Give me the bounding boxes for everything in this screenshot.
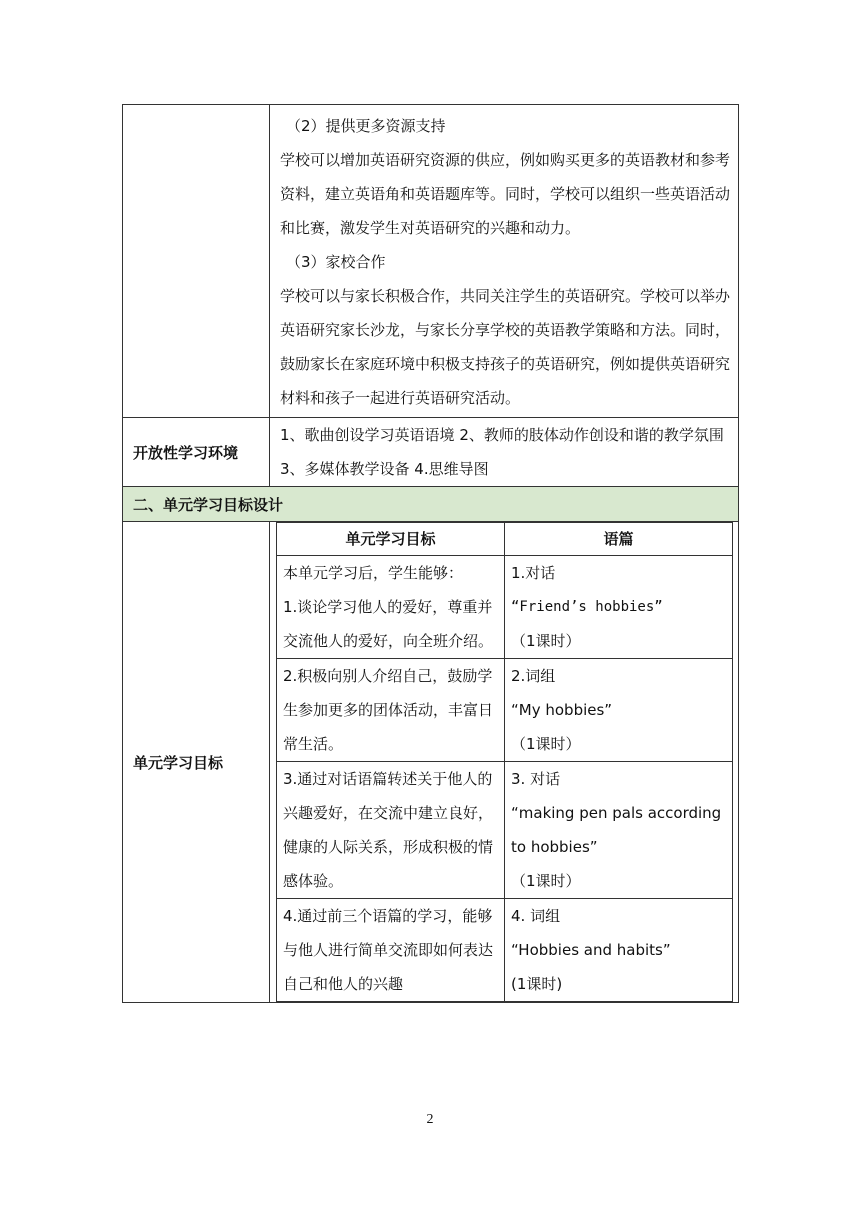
goal-line: 1.谈论学习他人的爱好，尊重并交流他人的爱好，向全班介绍。 <box>283 598 494 650</box>
text-periods: （1课时） <box>511 632 581 650</box>
text-cell <box>505 556 733 659</box>
text-title: “Hobbies and habits” <box>511 941 671 959</box>
table-row <box>277 556 733 659</box>
empty-label-cell <box>123 105 270 418</box>
goals-cell <box>270 522 739 1003</box>
goal-line: 本单元学习后，学生能够： <box>283 564 464 582</box>
text-type: 4. 词组 <box>511 907 561 925</box>
support-heading: （2）提供更多资源支持 <box>286 117 446 135</box>
goals-inner-table <box>276 522 733 1002</box>
page-number: 2 <box>426 1112 434 1127</box>
goal-cell <box>277 899 505 1002</box>
text-type: 2.词组 <box>511 667 556 685</box>
section-title: 二、单元学习目标设计 <box>123 487 739 522</box>
goal-line: 3.通过对话语篇转述关于他人的兴趣爱好，在交流中建立良好，健康的人际关系，形成积极的情感体验。 <box>283 770 494 890</box>
header-text: 语篇 <box>505 523 733 556</box>
cooperation-heading: （3）家校合作 <box>286 253 386 271</box>
cooperation-paragraph: 学校可以与家长积极合作，共同关注学生的英语研究。学校可以举办英语研究家长沙龙，与家长分享学校的英语教学策略和方法。同时，鼓励家长在家庭环境中积极支持孩子的英语研究，例如提供英语研究材料和孩子一起进行英语研究活动。 <box>280 287 731 407</box>
support-row <box>123 105 739 418</box>
goals-row <box>123 522 739 1003</box>
table-row <box>277 659 733 762</box>
plan-table <box>122 104 739 1003</box>
support-content <box>270 105 739 418</box>
section-row <box>123 487 739 522</box>
text-periods: （1课时） <box>511 872 581 890</box>
goals-label: 单元学习目标 <box>123 522 270 1003</box>
table-row <box>277 762 733 899</box>
environment-label: 开放性学习环境 <box>123 418 270 487</box>
environment-row <box>123 418 739 487</box>
text-title: “Friend’s hobbies” <box>511 599 663 615</box>
text-type: 3. 对话 <box>511 770 561 788</box>
text-title: “making pen pals according to hobbies” <box>511 804 722 856</box>
header-goal: 单元学习目标 <box>277 523 505 556</box>
inner-header-row <box>277 523 733 556</box>
goal-line: 2.积极向别人介绍自己，鼓励学生参加更多的团体活动，丰富日常生活。 <box>283 667 494 753</box>
goal-cell <box>277 556 505 659</box>
text-title: “My hobbies” <box>511 701 613 719</box>
goal-line: 4.通过前三个语篇的学习，能够与他人进行简单交流即如何表达自己和他人的兴趣 <box>283 907 494 993</box>
text-cell <box>505 899 733 1002</box>
text-cell <box>505 659 733 762</box>
support-paragraph: 学校可以增加英语研究资源的供应，例如购买更多的英语教材和参考资料，建立英语角和英语题库等。同时，学校可以组织一些英语活动和比赛，激发学生对英语研究的兴趣和动力。 <box>280 151 731 237</box>
text-periods: (1课时) <box>511 975 563 993</box>
goal-cell <box>277 659 505 762</box>
environment-text: 1、歌曲创设学习英语语境 2、教师的肢体动作创设和谐的教学氛围 3、多媒体教学设备 4.思维导图 <box>270 418 739 487</box>
text-periods: （1课时） <box>511 735 581 753</box>
text-cell <box>505 762 733 899</box>
goal-cell <box>277 762 505 899</box>
text-type: 1.对话 <box>511 564 556 582</box>
table-row <box>277 899 733 1002</box>
